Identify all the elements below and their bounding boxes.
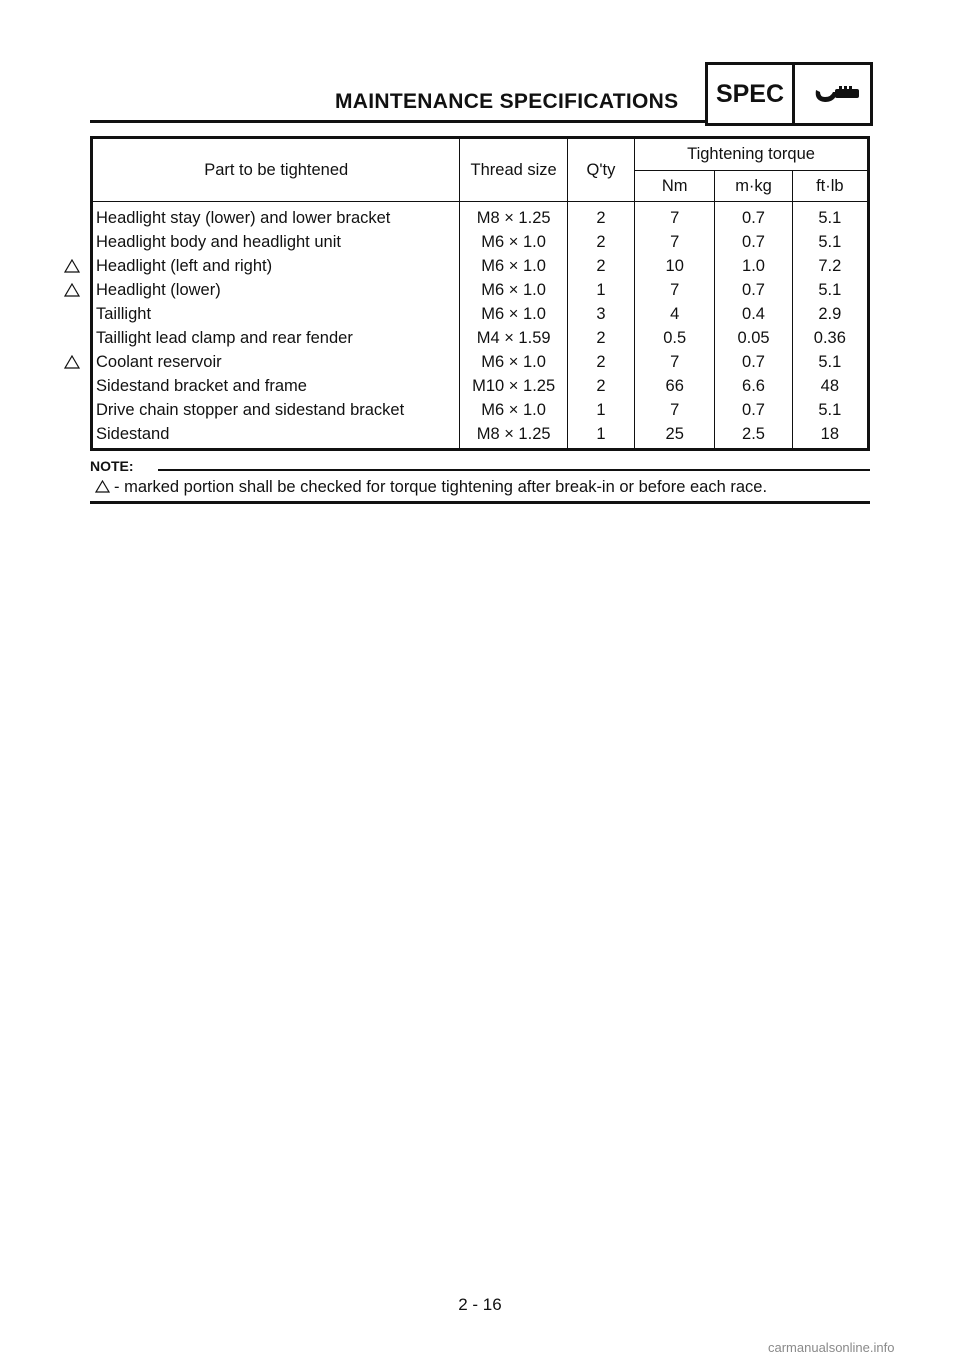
wrench-icon — [795, 65, 870, 123]
qty-cell: 2 — [567, 202, 634, 231]
mkg-cell: 1.0 — [715, 254, 792, 278]
table-row — [92, 398, 869, 422]
torque-spec-table — [90, 136, 870, 451]
part-cell: Sidestand bracket and frame — [96, 376, 307, 395]
mkg-cell: 0.05 — [715, 326, 792, 350]
spec-label: SPEC — [708, 65, 795, 123]
part-cell: Taillight — [96, 304, 152, 323]
nm-cell: 7 — [635, 278, 715, 302]
ftlb-cell: 18 — [792, 422, 868, 450]
qty-cell: 3 — [567, 302, 634, 326]
part-cell: Headlight (lower) — [96, 280, 221, 299]
thread-cell: M8 × 1.25 — [460, 202, 567, 231]
triangle-marker-icon — [64, 259, 80, 273]
ftlb-cell: 2.9 — [792, 302, 868, 326]
table-row — [92, 230, 869, 254]
part-cell: Coolant reservoir — [96, 352, 222, 371]
nm-cell: 25 — [635, 422, 715, 450]
header-ftlb: ft·lb — [792, 171, 868, 202]
mkg-cell: 0.7 — [715, 278, 792, 302]
ftlb-cell: 5.1 — [792, 202, 868, 231]
header-rule — [90, 120, 705, 123]
header-nm: Nm — [635, 171, 715, 202]
ftlb-cell: 0.36 — [792, 326, 868, 350]
mkg-cell: 0.7 — [715, 202, 792, 231]
nm-cell: 10 — [635, 254, 715, 278]
header-thread-size: Thread size — [460, 138, 567, 202]
thread-cell: M6 × 1.0 — [460, 398, 567, 422]
qty-cell: 2 — [567, 374, 634, 398]
thread-cell: M4 × 1.59 — [460, 326, 567, 350]
table-row — [92, 202, 869, 231]
mkg-cell: 0.7 — [715, 350, 792, 374]
qty-cell: 1 — [567, 422, 634, 450]
watermark: carmanualsonline.info — [768, 1340, 895, 1355]
table-row — [92, 254, 869, 278]
note-text: - marked portion shall be checked for torque tightening after break-in or before each race. — [114, 478, 768, 496]
qty-cell: 1 — [567, 278, 634, 302]
nm-cell: 0.5 — [635, 326, 715, 350]
part-cell: Headlight (left and right) — [96, 256, 273, 275]
header-part: Part to be tightened — [92, 138, 460, 202]
page-number: 2 - 16 — [458, 1295, 502, 1314]
mkg-cell: 2.5 — [715, 422, 792, 450]
part-cell: Taillight lead clamp and rear fender — [96, 328, 353, 347]
thread-cell: M6 × 1.0 — [460, 278, 567, 302]
ftlb-cell: 5.1 — [792, 278, 868, 302]
page-header — [90, 62, 870, 124]
part-cell: Headlight body and headlight unit — [96, 232, 341, 251]
mkg-cell: 0.4 — [715, 302, 792, 326]
mkg-cell: 0.7 — [715, 398, 792, 422]
header-qty: Q'ty — [567, 138, 634, 202]
thread-cell: M6 × 1.0 — [460, 230, 567, 254]
ftlb-cell: 7.2 — [792, 254, 868, 278]
ftlb-cell: 48 — [792, 374, 868, 398]
nm-cell: 7 — [635, 202, 715, 231]
note-rule-top — [158, 469, 870, 471]
qty-cell: 2 — [567, 254, 634, 278]
thread-cell: M8 × 1.25 — [460, 422, 567, 450]
qty-cell: 2 — [567, 326, 634, 350]
table-row — [92, 350, 869, 374]
qty-cell: 2 — [567, 350, 634, 374]
ftlb-cell: 5.1 — [792, 230, 868, 254]
mkg-cell: 0.7 — [715, 230, 792, 254]
triangle-marker-icon — [95, 480, 110, 493]
note-text-line — [95, 478, 767, 497]
table-row — [92, 278, 869, 302]
header-tightening-torque: Tightening torque — [687, 145, 815, 163]
table-row — [92, 374, 869, 398]
header-mkg: m·kg — [715, 171, 792, 202]
nm-cell: 4 — [635, 302, 715, 326]
nm-cell: 7 — [635, 350, 715, 374]
part-cell: Headlight stay (lower) and lower bracket — [96, 208, 391, 227]
ftlb-cell: 5.1 — [792, 350, 868, 374]
spec-badge — [705, 62, 873, 126]
page-title: MAINTENANCE SPECIFICATIONS — [335, 90, 679, 113]
note-label: NOTE: — [90, 458, 134, 474]
triangle-marker-icon — [64, 283, 80, 297]
thread-cell: M6 × 1.0 — [460, 254, 567, 278]
thread-cell: M6 × 1.0 — [460, 302, 567, 326]
note-rule-bottom — [90, 501, 870, 504]
table-row — [92, 422, 869, 450]
part-cell: Sidestand — [96, 424, 170, 443]
ftlb-cell: 5.1 — [792, 398, 868, 422]
table-row — [92, 302, 869, 326]
mkg-cell: 6.6 — [715, 374, 792, 398]
part-cell: Drive chain stopper and sidestand bracket — [96, 400, 405, 419]
nm-cell: 66 — [635, 374, 715, 398]
table-row — [92, 326, 869, 350]
qty-cell: 2 — [567, 230, 634, 254]
qty-cell: 1 — [567, 398, 634, 422]
triangle-marker-icon — [64, 355, 80, 369]
thread-cell: M10 × 1.25 — [460, 374, 567, 398]
thread-cell: M6 × 1.0 — [460, 350, 567, 374]
nm-cell: 7 — [635, 398, 715, 422]
nm-cell: 7 — [635, 230, 715, 254]
